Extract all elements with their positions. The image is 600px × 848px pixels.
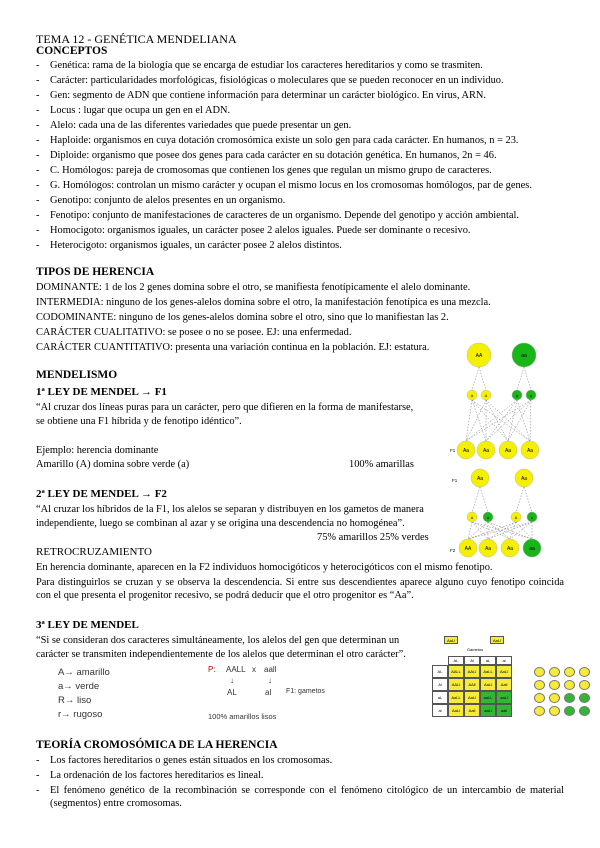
pea-seed-icon (564, 706, 575, 716)
cross-parent1: AALL (226, 665, 246, 674)
punnett-cell: aaLL (480, 691, 496, 704)
key-verde: a→ verde (58, 681, 100, 692)
punnett-cell: aaLl (480, 704, 496, 717)
bullet-dash: - (36, 210, 40, 221)
tipo-dominante: DOMINANTE: 1 de los 2 genes domina sobre el otro, se manifiesta fenotípicamente el alelo dominante. (36, 282, 471, 293)
svg-text:A: A (484, 393, 488, 398)
svg-text:Aa: Aa (526, 448, 534, 454)
parent-aa-dominant (467, 343, 491, 367)
pea-seed-icon (564, 693, 575, 703)
pea-seed-icon (534, 680, 545, 690)
key-liso: R→ liso (58, 695, 92, 706)
punnett-row-header: Al (432, 678, 448, 691)
punnett-cell: AaLl (480, 678, 496, 691)
punnett-cell: aall (496, 704, 512, 717)
teoria-text: Los factores hereditarios o genes están situados en los cromosomas. (50, 755, 333, 766)
tipo-cuantitativo: CARÁCTER CUANTITATIVO: presenta una variación continua en la población. EJ: estatura. (36, 342, 430, 353)
svg-text:A: A (470, 515, 474, 520)
pea-seed-icon (549, 693, 560, 703)
f1-gamete (483, 512, 493, 522)
bullet-dash: - (36, 105, 40, 116)
bullet-dash: - (36, 180, 40, 191)
retro-paragraph: Para distinguirlos se cruzan y se observa la descendencia. Si entre sus descendientes aparece alguno cuyo fenotipo coincida con el que presenta el progenitor recesivo, se podrá deducir que el otro progenitor es “Aa”. (36, 577, 564, 601)
teoria-heading: TEORÍA CROMOSÓMICA DE LA HERENCIA (36, 739, 278, 751)
mendel-cross-diagram (446, 340, 576, 560)
f2-label: F2 (450, 548, 456, 553)
f1-offspring (499, 441, 517, 459)
punnett-cell: aaLl (496, 691, 512, 704)
ley1-result: 100% amarillas (349, 459, 414, 470)
f1-parent (515, 469, 533, 487)
pea-seed-icon (579, 667, 590, 677)
concepto-text: Genotipo: conjunto de alelos presentes en un organismo. (50, 195, 286, 206)
cross-p-label: P: (208, 665, 216, 674)
pea-seed-icon (579, 706, 590, 716)
bullet-dash: - (36, 240, 40, 251)
concepto-text: Diploide: organismo que posee dos genes para cada carácter en su dotación genética. En humanos, 2n = 46. (50, 150, 497, 161)
punnett-col-header: aL (480, 656, 496, 665)
bullet-dash: - (36, 225, 40, 236)
teoria-text: La ordenación de los factores hereditarios es lineal. (50, 770, 264, 781)
cross-result: 100% amarillos lisos (208, 712, 277, 721)
key-amarillo: A→ amarillo (58, 667, 110, 678)
pea-seed-icon (564, 680, 575, 690)
pea-seed-icon (534, 706, 545, 716)
bullet-dash: - (36, 165, 40, 176)
bullet-dash: - (36, 785, 40, 796)
gamete-al-dominant: AL (227, 688, 237, 697)
bullet-dash: - (36, 770, 40, 781)
punnett-cell: Aall (496, 678, 512, 691)
concepto-text: Locus : lugar que ocupa un gen en el ADN. (50, 105, 231, 116)
svg-text:aa: aa (529, 546, 535, 552)
punnett-cell: Aall (464, 704, 480, 717)
svg-text:Aa: Aa (482, 448, 490, 454)
cross-parent2: aall (264, 665, 277, 674)
f1-label: F1 (450, 448, 456, 453)
cross-x: x (252, 665, 256, 674)
punnett-cell: AaLL (480, 665, 496, 678)
pea-seed-icon (579, 680, 590, 690)
ley3-quote-line2: carácter se transmiten independientemente de los alelos que determinan el otro carácter”. (36, 649, 406, 660)
mendelismo-heading: MENDELISMO (36, 369, 118, 381)
bullet-dash: - (36, 135, 40, 146)
ley2-quote-line1: “Al cruzar los híbridos de la F1, los alelos se separan y distribuyen en los gametos de manera (36, 504, 424, 515)
pea-seed-icon (534, 693, 545, 703)
tipos-heading: TIPOS DE HERENCIA (36, 266, 155, 278)
gamete (481, 390, 491, 400)
bullet-dash: - (36, 195, 40, 206)
punnett-parent: AaLl (490, 636, 504, 644)
punnett-gametes-label: Gametos (466, 646, 484, 652)
svg-text:a: a (515, 393, 519, 398)
tipo-intermedia: INTERMEDIA: ninguno de los genes-alelos domina sobre el otro, la manifestación fenotípica es una mezcla. (36, 297, 491, 308)
bullet-dash: - (36, 120, 40, 131)
concepto-text: C. Homólogos: pareja de cromosomas que contienen los genes que regulan un mismo grupo de caracteres. (50, 165, 492, 176)
ley1-quote-line2: se obtiene una F1 híbrida y de fenotipo idéntico”. (36, 416, 242, 427)
punnett-row-header: aL (432, 691, 448, 704)
concepto-text: Carácter: particularidades morfológicas, fisiológicas o moleculares que se pueden reconocer en un individuo. (50, 75, 504, 86)
punnett-col-header: AL (448, 656, 464, 665)
tipo-cualitativo: CARÁCTER CUALITATIVO: se posee o no se posee. EJ: una enfermedad. (36, 327, 352, 338)
bullet-dash: - (36, 75, 40, 86)
punnett-cell: AaLl (464, 691, 480, 704)
tipo-codominante: CODOMINANTE: ninguno de los genes-alelos domina sobre el otro, sino que lo manifiestan las 2. (36, 312, 449, 323)
teoria-text: El fenómeno genético de la recombinación se corresponde con el fenómeno citológico de un intercambio de material (segmentos) entre cromosomas. (50, 785, 564, 809)
key-rugoso: r→ rugoso (58, 709, 103, 720)
ley2-result: 75% amarillos 25% verdes (317, 532, 429, 543)
concepto-text: Fenotipo: conjunto de manifestaciones de caracteres de un organismo. Depende del genotipo y acción ambiental. (50, 210, 519, 221)
punnett-row-header: AL (432, 665, 448, 678)
concepto-text: G. Homólogos: controlan un mismo carácter y ocupan el mismo locus en los cromosomas homólogos, par de genes. (50, 180, 532, 191)
pea-seed-icon (534, 667, 545, 677)
ley1-heading: 1ª LEY DE MENDEL → F1 (36, 386, 167, 398)
pea-seed-icon (549, 706, 560, 716)
f1-offspring (477, 441, 495, 459)
svg-text:a: a (486, 515, 490, 520)
punnett-cell: AaLl (496, 665, 512, 678)
ley1-example-dominance: Amarillo (A) domina sobre verde (a) (36, 459, 190, 470)
ley2-quote-line2: independiente, luego se combinan al azar y se origina una descendencia no homogénea”. (36, 518, 405, 529)
svg-text:Aa: Aa (476, 476, 484, 482)
f2-offspring (523, 539, 541, 557)
svg-text:Aa: Aa (504, 448, 512, 454)
svg-text:Aa: Aa (506, 546, 514, 552)
punnett-row-header: al (432, 704, 448, 717)
bullet-dash: - (36, 60, 40, 71)
pea-seed-icon (564, 667, 575, 677)
concepto-text: Haploide: organismos en cuya dotación cromosómica existe un solo gen para cada carácter. En humanos, n = 23. (50, 135, 519, 146)
f1-offspring (521, 441, 539, 459)
punnett-col-header: al (496, 656, 512, 665)
concepto-text: Homocigoto: organismos iguales, un carácter posee 2 alelos iguales. Puede ser dominante o recesivo. (50, 225, 471, 236)
svg-text:AA: AA (475, 353, 483, 359)
svg-text:AA: AA (464, 546, 472, 552)
f1-parent (471, 469, 489, 487)
ley1-quote-line1: “Al cruzar dos líneas puras para un carácter, pero que difieren en la forma de manifestarse, (36, 402, 414, 413)
gamete (467, 390, 477, 400)
punnett-col-header: Al (464, 656, 480, 665)
svg-text:A: A (514, 515, 518, 520)
bullet-dash: - (36, 90, 40, 101)
svg-text:aa: aa (521, 353, 527, 359)
f1-gamete (467, 512, 477, 522)
ley3-heading: 3ª LEY DE MENDEL (36, 619, 139, 631)
punnett-cell: AALl (448, 678, 464, 691)
svg-text:a: a (529, 393, 533, 398)
bullet-dash: - (36, 150, 40, 161)
gamete (526, 390, 536, 400)
f2-offspring (479, 539, 497, 557)
concepto-text: Heterocigoto: organismos iguales, un carácter posee 2 alelos distintos. (50, 240, 342, 251)
conceptos-heading: CONCEPTOS (36, 45, 108, 57)
punnett-cell: AAll (464, 678, 480, 691)
concepto-text: Alelo: cada una de las diferentes variedades que puede presentar un gen. (50, 120, 352, 131)
page-title: TEMA 12 - GENÉTICA MENDELIANA (36, 32, 237, 46)
pea-seed-icon (549, 667, 560, 677)
f2-offspring (501, 539, 519, 557)
concepto-text: Gen: segmento de ADN que contiene información para determinar un carácter biológico. En virus, ARN. (50, 90, 486, 101)
punnett-cell: AaLL (448, 691, 464, 704)
punnett-cell: AALl (464, 665, 480, 678)
punnett-cell: AALL (448, 665, 464, 678)
punnett-cell: AaLl (448, 704, 464, 717)
ley1-example: Ejemplo: herencia dominante (36, 445, 159, 456)
pea-seed-icon (579, 693, 590, 703)
f1-offspring (457, 441, 475, 459)
punnett-parent: AaLl (444, 636, 458, 644)
svg-text:Aa: Aa (484, 546, 492, 552)
ley2-heading: 2ª LEY DE MENDEL → F2 (36, 488, 167, 500)
bullet-dash: - (36, 755, 40, 766)
f1-cross-label: F1 (452, 478, 458, 483)
parent-aa-recessive (512, 343, 536, 367)
gamete (512, 390, 522, 400)
svg-text:a: a (530, 515, 534, 520)
f1-gamete (527, 512, 537, 522)
svg-text:Aa: Aa (462, 448, 470, 454)
f1-gamete (511, 512, 521, 522)
pea-seed-icon (549, 680, 560, 690)
arrow-down-icon: ↓ (268, 676, 272, 685)
svg-text:Aa: Aa (520, 476, 528, 482)
retrocruzamiento-heading: RETROCRUZAMIENTO (36, 546, 152, 558)
gamete-al-recessive: al (265, 688, 272, 697)
punnett-square-diagram (430, 636, 596, 718)
concepto-text: Genética: rama de la biología que se encarga de estudiar los caracteres hereditarios y como se trasmiten. (50, 60, 483, 71)
svg-text:A: A (470, 393, 474, 398)
ley3-quote-line1: “Si se consideran dos caracteres simultáneamente, los alelos del gen que determinan un (36, 635, 400, 646)
gametes-label: F1: gametos (286, 688, 325, 695)
f2-offspring (459, 539, 477, 557)
retro-line1: En herencia dominante, aparecen en la F2 individuos homocigóticos y heterocigóticos con el mismo fenotipo. (36, 562, 493, 573)
arrow-down-icon: ↓ (230, 676, 234, 685)
